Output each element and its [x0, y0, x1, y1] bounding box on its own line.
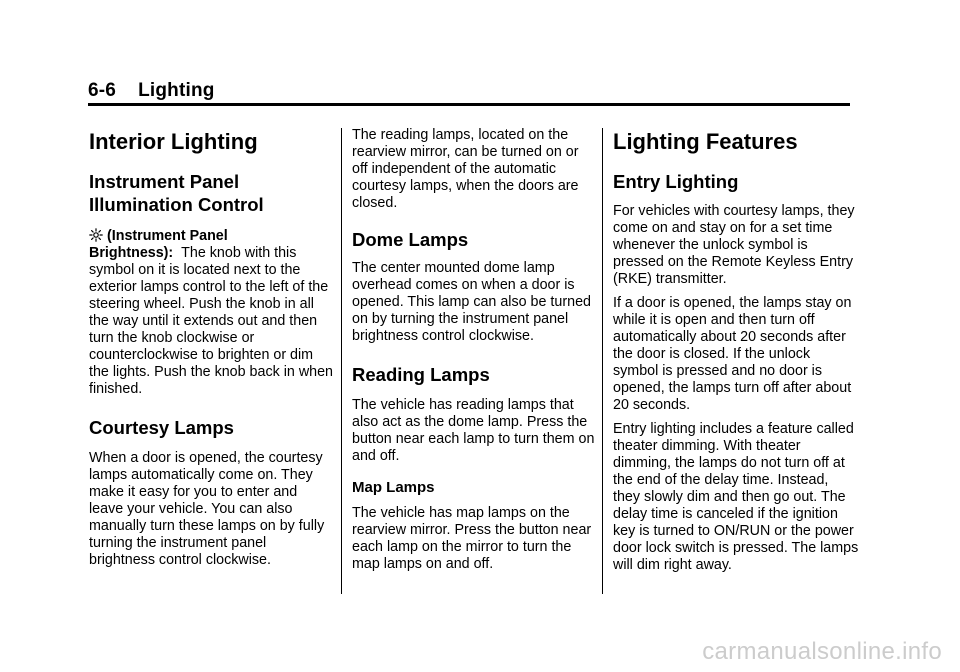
heading-entry-lighting: Entry Lighting — [613, 171, 739, 192]
heading-dome-lamps: Dome Lamps — [352, 229, 469, 250]
paragraph-entry-lighting-3: Entry lighting includes a feature called theater dimming. With theater dimming, the lamps do not turn off at the end of the delay time. Instead, they slowly dim and then go out. The delay time is canceled if the ignition key is turned to ON/RUN or the power door lock switch is pressed. The lamps will dim right away. — [613, 421, 859, 573]
section-title: Lighting — [138, 80, 215, 101]
heading-reading-lamps: Reading Lamps — [352, 364, 490, 385]
paragraph-instrument-panel — [89, 228, 335, 398]
text-instrument-panel: The knob with this symbol on it is located next to the exterior lamps control to the left of the steering wheel. Push the knob in all the way until it extends out and then turn the knob clockwise or counterclockwise to brighten or dim the lights. Push the knob back in when finished. — [89, 245, 333, 397]
instrument-panel-brightness-icon — [89, 228, 103, 242]
watermark: carmanualsonline.info — [702, 638, 942, 665]
page-header — [88, 80, 215, 102]
paragraph-entry-lighting-1: For vehicles with courtesy lamps, they come on and stay on for a set time whenever the unlock symbol is pressed on the Remote Keyless Entry (RKE) transmitter. — [613, 203, 855, 287]
column-2 — [352, 126, 598, 573]
column-1 — [89, 126, 335, 569]
paragraph-courtesy-lamps: When a door is opened, the courtesy lamps automatically come on. They make it easy for you to enter and leave your vehicle. You can also manually turn these lamps on by fully turning the instrument panel brightness control clockwise. — [89, 450, 325, 568]
term-instrument-panel-brightness: (Instrument Panel Brightness): — [89, 228, 228, 261]
paragraph-reading-lamps: The vehicle has reading lamps that also act as the dome lamp. Press the button near each lamp to turn them on and off. — [352, 397, 595, 464]
column-divider-2 — [602, 128, 603, 594]
heading-interior-lighting: Interior Lighting — [89, 129, 258, 154]
paragraph-map-lamps: The vehicle has map lamps on the rearview mirror. Press the button near each lamp on the mirror to turn the map lamps on and off. — [352, 505, 592, 572]
column-divider-1 — [341, 128, 342, 594]
paragraph-reading-lamps-continued: The reading lamps, located on the rearview mirror, can be turned on or off independent of the automatic courtesy lamps, when the doors are closed. — [352, 127, 579, 211]
header-rule — [88, 103, 850, 106]
heading-lighting-features: Lighting Features — [613, 129, 798, 154]
heading-map-lamps: Map Lamps — [352, 479, 435, 496]
heading-instrument-panel-illumination: Instrument Panel Illumination Control — [89, 171, 264, 215]
paragraph-entry-lighting-2: If a door is opened, the lamps stay on while it is open and then turn off automatically about 20 seconds after the door is closed. If the unlock symbol is pressed and no door is opened, the lamps turn off after about 20 seconds. — [613, 295, 852, 413]
column-3 — [613, 126, 859, 574]
paragraph-dome-lamps: The center mounted dome lamp overhead comes on when a door is opened. This lamp can also be turned on by turning the instrument panel brightness control clockwise. — [352, 260, 591, 344]
heading-courtesy-lamps: Courtesy Lamps — [89, 417, 234, 438]
page-number: 6-6 — [88, 80, 117, 101]
